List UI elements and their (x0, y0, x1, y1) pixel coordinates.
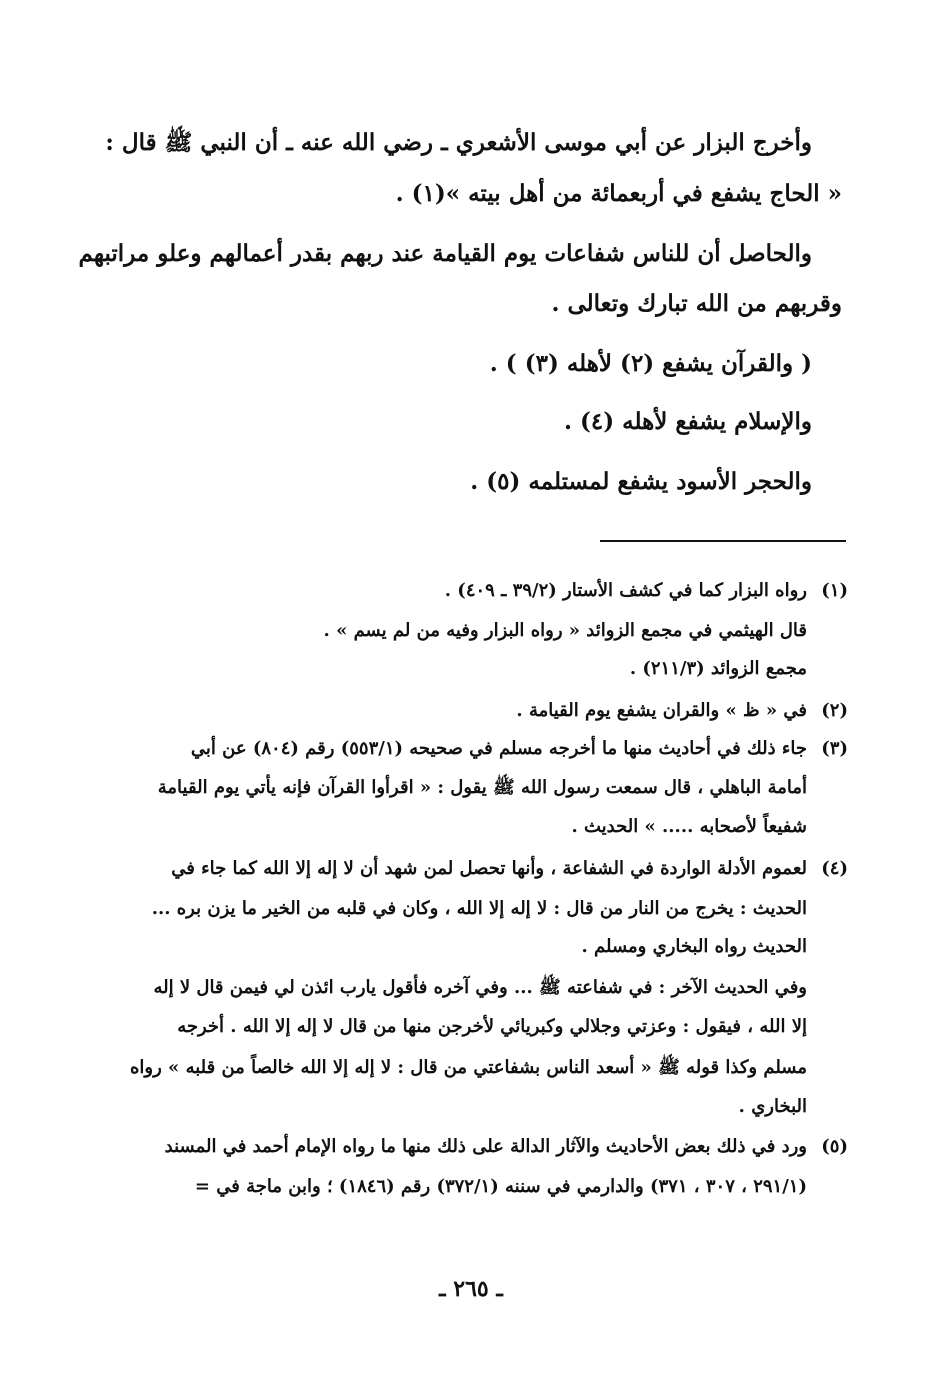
footnote-4-line-7: البخاري . (738, 1096, 807, 1117)
footnote-number-4: (٤) (821, 858, 848, 879)
footnote-4-line-2: الحديث : يخرج من النار من قال : لا إله إلا الله ، وكان في قلبه من الخير ما يزن بره ... (151, 898, 807, 919)
footnote-number-2: (٢) (821, 700, 848, 721)
footnote-4-line-6: مسلم وكذا قوله ﷺ « أسعد الناس بشفاعتي من قال : لا إله إلا الله خالصاً من قلبه » رواه (129, 1057, 807, 1078)
footnote-1-line-2: قال الهيثمي في مجمع الزوائد « رواه البزار وفيه من لم يسم » . (323, 620, 807, 641)
main-line-2: « الحاج يشفع في أربعمائة من أهل بيته »(١) . (395, 180, 842, 207)
footnote-3-line-1: جاء ذلك في أحاديث منها ما أخرجه مسلم في صحيحه (٥٥٣/١) رقم (٨٠٤) عن أبي (190, 738, 807, 759)
footnote-4-line-5: إلا الله ، فيقول : وعزتي وجلالي وكبريائي لأخرجن منها من قال لا إله إلا الله . أخرجه (177, 1016, 807, 1037)
main-line-1: وأخرج البزار عن أبي موسى الأشعري ـ رضي الله عنه ـ أن النبي ﷺ قال : (105, 129, 812, 156)
footnote-2-line-1: في « ظ » والقران يشفع يوم القيامة . (516, 700, 807, 721)
main-line-6: والإسلام يشفع لأهله (٤) . (563, 408, 812, 435)
footnote-4-line-4: وفي الحديث الآخر : في شفاعته ﷺ ... وفي آخره فأقول يارب ائذن لي فيمن قال لا إله (153, 977, 807, 998)
main-line-4: وقربهم من الله تبارك وتعالى . (551, 290, 842, 317)
main-line-3: والحاصل أن للناس شفاعات يوم القيامة عند ربهم بقدر أعمالهم وعلو مراتبهم (78, 240, 812, 267)
footnote-5-line-2: (٢٩١/١ ، ٣٠٧ ، ٣٧١) والدارمي في سننه (٣٧٢/١) رقم (١٨٤٦) ؛ وابن ماجة في = (194, 1176, 807, 1197)
footnote-number-3: (٣) (821, 738, 848, 759)
footnote-3-line-3: شفيعاً لأصحابه ..... » الحديث . (571, 816, 807, 837)
footnote-number-5: (٥) (821, 1136, 848, 1157)
footnote-separator (600, 540, 846, 542)
footnote-5-line-1: ورد في ذلك بعض الأحاديث والآثار الدالة على ذلك منها ما رواه الإمام أحمد في المسند (164, 1136, 807, 1157)
footnote-4-line-1: لعموم الأدلة الواردة في الشفاعة ، وأنها تحصل لمن شهد أن لا إله إلا الله كما جاء في (171, 858, 807, 879)
footnote-number-1: (١) (821, 580, 848, 601)
main-line-5: ( والقرآن يشفع (٢) لأهله (٣) ) . (489, 350, 812, 377)
page-number: ـ ٢٦٥ ـ (439, 1276, 503, 1302)
footnote-4-line-3: الحديث رواه البخاري ومسلم . (581, 936, 807, 957)
footnote-3-line-2: أمامة الباهلي ، قال سمعت رسول الله ﷺ يقول : « اقرأوا القرآن فإنه يأتي يوم القيامة (157, 777, 807, 798)
main-line-7: والحجر الأسود يشفع لمستلمه (٥) . (470, 468, 812, 495)
footnote-1-line-1: رواه البزار كما في كشف الأستار (٣٩/٢ ـ ٤٠٩) . (444, 580, 807, 601)
footnote-1-line-3: مجمع الزوائد (٢١١/٣) . (629, 658, 807, 679)
